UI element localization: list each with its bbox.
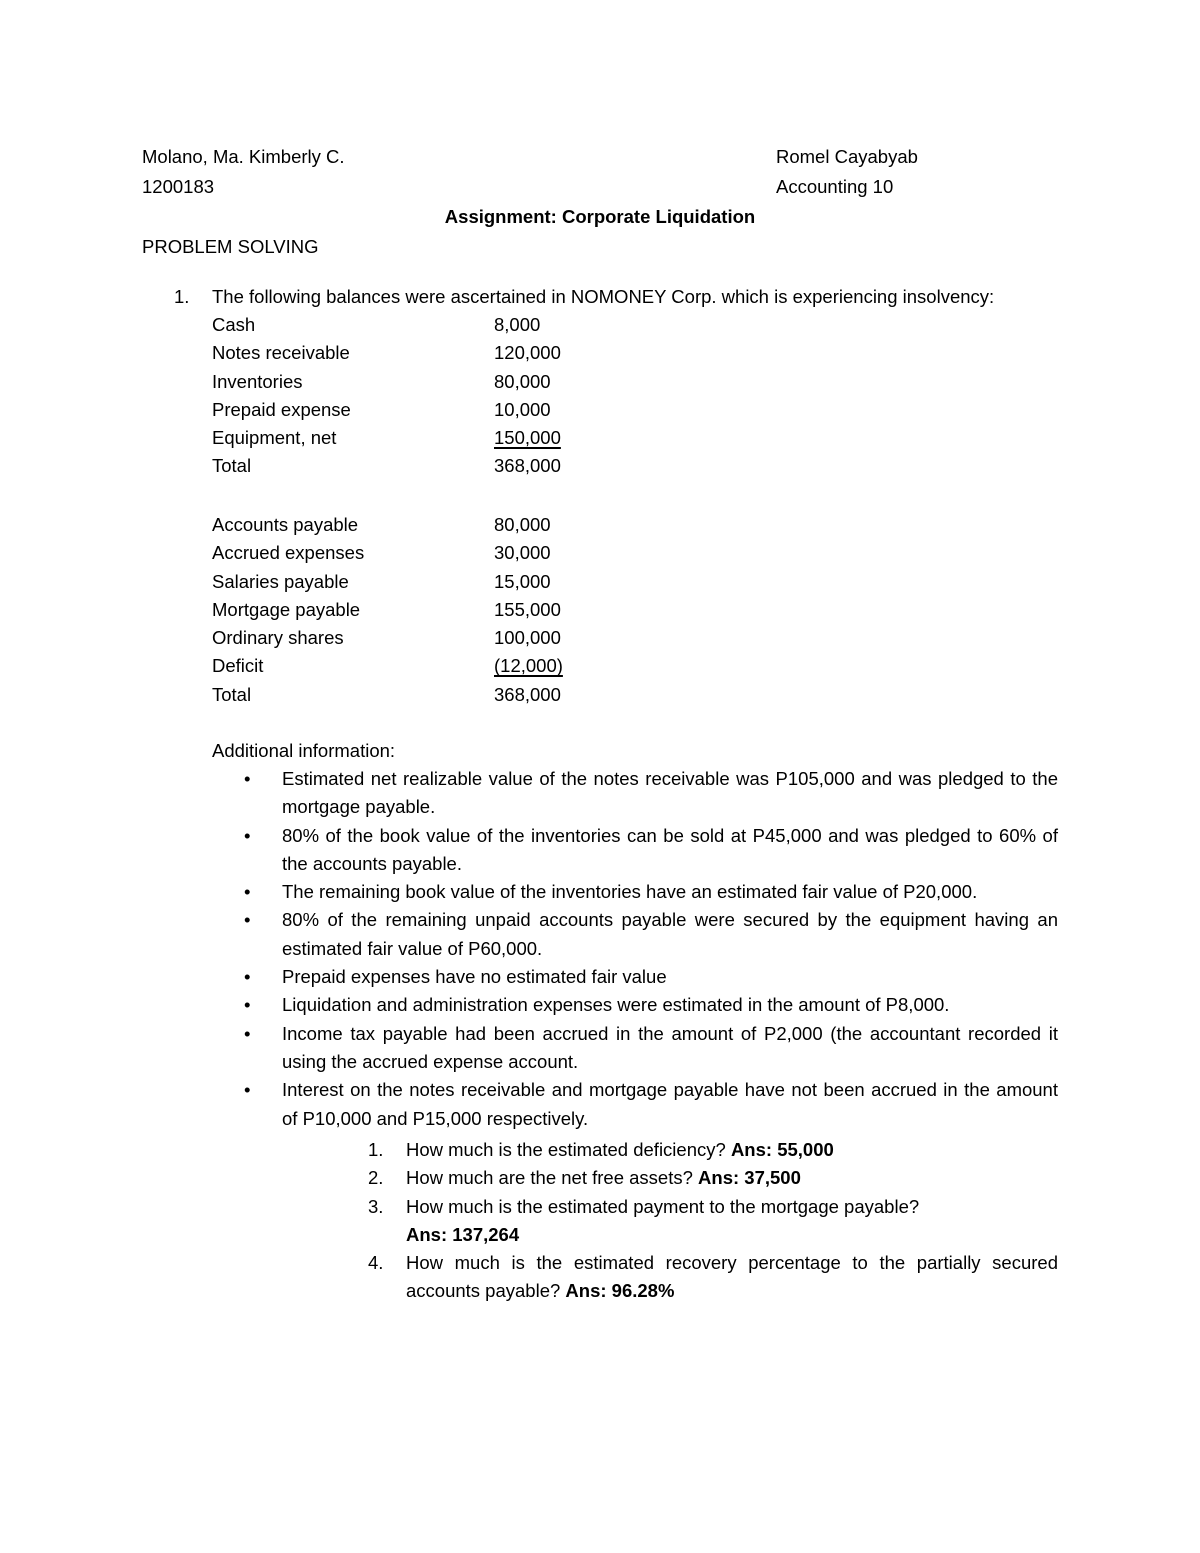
liability-row	[212, 539, 612, 567]
liability-value: 15,000	[494, 570, 551, 592]
liability-label: Salaries payable	[212, 570, 349, 592]
list-item-text: Liquidation and administration expenses were estimated in the amount of P8,000.	[282, 994, 950, 1016]
asset-value: 120,000	[494, 342, 561, 364]
liability-row	[212, 624, 612, 652]
list-item-text: Income tax payable had been accrued in the amount of P2,000 (the accountant recorded it using the accrued expense account.	[282, 1022, 1058, 1072]
list-item	[244, 822, 1058, 879]
liability-row	[212, 652, 612, 680]
question-item	[368, 1164, 1058, 1192]
problem-intro-text: The following balances were ascertained in NOMONEY Corp. which is experiencing insolvency:	[212, 286, 995, 307]
liability-label: Ordinary shares	[212, 627, 344, 649]
document-header	[142, 142, 1057, 202]
liability-value: 30,000	[494, 542, 551, 564]
liability-row	[212, 568, 612, 596]
bullet-icon: •	[244, 824, 251, 846]
additional-info-list	[244, 765, 1058, 1133]
liability-label: Mortgage payable	[212, 598, 361, 620]
list-item	[244, 1076, 1058, 1133]
list-item-text: Interest on the notes receivable and mortgage payable have not been accrued in the amount of P10,000 and P15,000 respectively.	[282, 1079, 1058, 1129]
list-item	[244, 765, 1058, 822]
asset-value: 10,000	[494, 398, 551, 420]
liability-value: (12,000)	[494, 655, 563, 677]
liability-value: 155,000	[494, 598, 561, 620]
student-name: Molano, Ma. Kimberly C.	[142, 146, 345, 167]
list-item-text: 80% of the remaining unpaid accounts payable were secured by the equipment having an estimated fair value of P60,000.	[282, 909, 1058, 959]
bullet-icon: •	[244, 881, 251, 903]
asset-value: 150,000	[494, 427, 561, 449]
bullet-icon: •	[244, 1079, 251, 1101]
question-text: How much is the estimated deficiency?	[406, 1139, 731, 1160]
bullet-icon: •	[244, 1022, 251, 1044]
asset-label: Equipment, net	[212, 427, 337, 449]
bullet-icon: •	[244, 966, 251, 988]
bullet-icon: •	[244, 994, 251, 1016]
question-text: How much is the estimated payment to the mortgage payable?	[406, 1195, 920, 1217]
asset-total-label: Total	[212, 455, 252, 477]
asset-row	[212, 339, 612, 367]
assignment-title: Assignment: Corporate Liquidation	[444, 206, 756, 227]
bullet-icon: •	[244, 768, 251, 789]
liability-label: Deficit	[212, 655, 264, 677]
assets-table	[212, 311, 612, 481]
list-item-text: Prepaid expenses have no estimated fair value	[282, 966, 667, 988]
bullet-icon: •	[244, 909, 251, 931]
list-item-text: Estimated net realizable value of the notes receivable was P105,000 and was pledged to the mortgage payable.	[282, 768, 1058, 818]
question-answer: Ans: 137,264	[406, 1223, 520, 1245]
header-row-2	[142, 172, 1057, 202]
additional-info-label: Additional information:	[212, 740, 396, 761]
question-number: 1.	[368, 1139, 384, 1160]
question-item	[368, 1193, 1058, 1250]
question-text: How much are the net free assets?	[406, 1167, 699, 1189]
question-number: 2.	[368, 1167, 384, 1189]
question-answer: Ans: 55,000	[730, 1139, 834, 1160]
asset-label: Notes receivable	[212, 342, 350, 364]
question-answer: Ans: 37,500	[698, 1167, 801, 1189]
questions-list	[368, 1136, 1058, 1306]
header-row-1	[142, 142, 1057, 172]
problem-intro	[174, 283, 1058, 311]
asset-label: Inventories	[212, 370, 303, 392]
liability-value: 100,000	[494, 627, 561, 649]
asset-label: Prepaid expense	[212, 398, 351, 420]
liability-total-value: 368,000	[494, 683, 561, 705]
question-answer: Ans: 96.28%	[565, 1280, 675, 1302]
instructor-name: Romel Cayabyab	[776, 146, 918, 167]
asset-label: Cash	[212, 314, 256, 335]
question-number: 4.	[368, 1252, 384, 1274]
liability-row	[212, 511, 612, 539]
question-item	[368, 1249, 1058, 1306]
asset-value: 8,000	[494, 314, 541, 335]
list-item	[244, 878, 1058, 906]
list-item	[244, 963, 1058, 991]
liability-label: Accrued expenses	[212, 542, 365, 564]
liability-label: Accounts payable	[212, 514, 359, 535]
question-item	[368, 1136, 1058, 1164]
liabilities-table	[212, 511, 612, 709]
question-text: How much is the estimated recovery percentage to the partially secured accounts payable?	[406, 1252, 1058, 1302]
problem-number: 1.	[174, 286, 190, 307]
asset-row	[212, 368, 612, 396]
asset-row	[212, 311, 612, 339]
list-item-text: The remaining book value of the inventories have an estimated fair value of P20,000.	[282, 881, 978, 903]
liability-row	[212, 596, 612, 624]
course-name: Accounting 10	[776, 176, 894, 197]
asset-value: 80,000	[494, 370, 551, 392]
student-id: 1200183	[142, 176, 215, 197]
liability-total-row	[212, 681, 612, 709]
question-number: 3.	[368, 1195, 384, 1217]
section-heading: PROBLEM SOLVING	[142, 236, 319, 257]
asset-total-row	[212, 452, 612, 480]
liability-total-label: Total	[212, 683, 252, 705]
asset-total-value: 368,000	[494, 455, 561, 477]
liability-value: 80,000	[494, 514, 551, 535]
list-item	[244, 1020, 1058, 1077]
asset-row	[212, 396, 612, 424]
list-item	[244, 991, 1058, 1019]
list-item	[244, 906, 1058, 963]
list-item-text: 80% of the book value of the inventories can be sold at P45,000 and was pledged to 60% of the accounts payable.	[282, 824, 1058, 874]
asset-row	[212, 424, 612, 452]
